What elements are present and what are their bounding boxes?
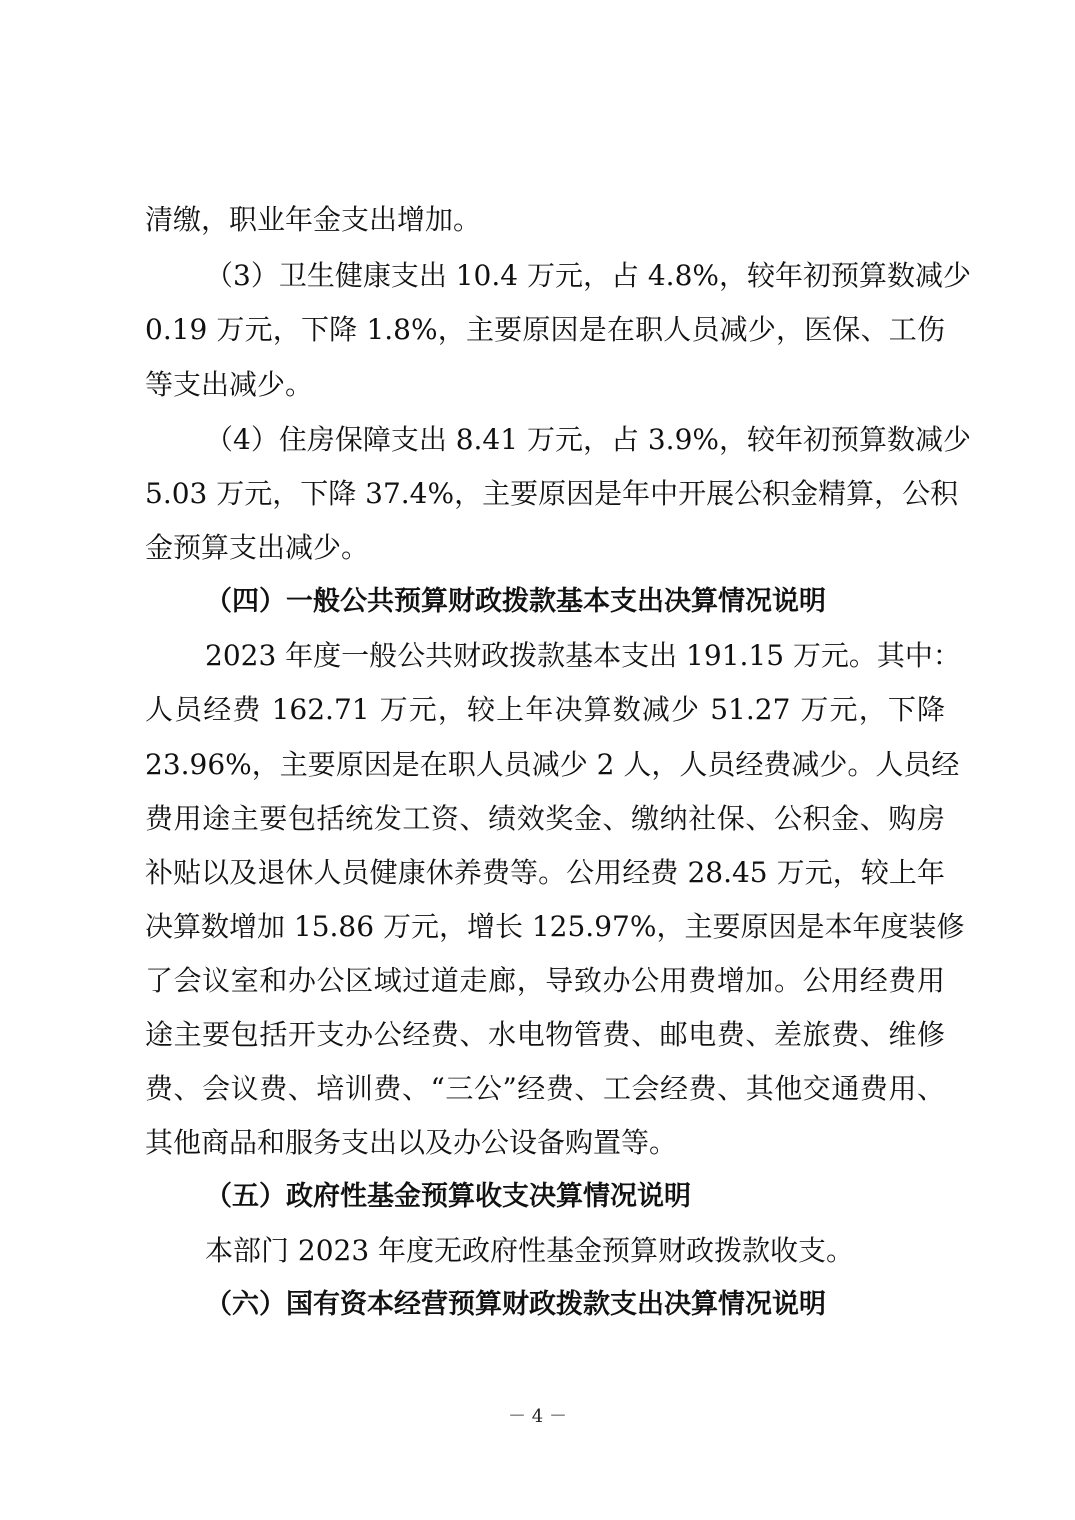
section-heading: （五）政府性基金预算收支决算情况说明 (205, 1181, 691, 1212)
body-text-line: 清缴，职业年金支出增加。 (145, 203, 482, 236)
body-text-line: 途主要包括开支办公经费、水电物管费、邮电费、差旅费、维修 (145, 1018, 945, 1051)
body-text-line: 等支出减少。 (145, 368, 314, 401)
body-text-line: 决算数增加 15.86 万元，增长 125.97%，主要原因是本年度装修 (145, 910, 965, 943)
section-heading: （四）一般公共预算财政拨款基本支出决算情况说明 (205, 586, 826, 617)
body-text-line: （4）住房保障支出 8.41 万元，占 3.9%，较年初预算数减少 (205, 423, 971, 456)
section-heading: （六）国有资本经营预算财政拨款支出决算情况说明 (205, 1289, 826, 1320)
body-text-line: 其他商品和服务支出以及办公设备购置等。 (145, 1126, 678, 1159)
body-text-line: 2023 年度一般公共财政拨款基本支出 191.15 万元。其中： (205, 639, 961, 672)
body-text-line: 人员经费 162.71 万元，较上年决算数减少 51.27 万元，下降 (145, 693, 945, 726)
page-number: － 4 － (508, 1406, 567, 1427)
body-text-line: 金预算支出减少。 (145, 531, 370, 564)
body-text-line: 0.19 万元，下降 1.8%，主要原因是在职人员减少，医保、工伤 (145, 313, 945, 346)
body-text-line: 补贴以及退休人员健康休养费等。公用经费 28.45 万元，较上年 (145, 856, 945, 889)
body-text-line: 费用途主要包括统发工资、绩效奖金、缴纳社保、公积金、购房 (145, 802, 945, 835)
body-text-line: （3）卫生健康支出 10.4 万元，占 4.8%，较年初预算数减少 (205, 259, 971, 292)
body-text-line: 5.03 万元，下降 37.4%，主要原因是年中开展公积金精算，公积 (145, 477, 959, 510)
body-text-line: 了会议室和办公区域过道走廊，导致办公用费增加。公用经费用 (145, 964, 945, 997)
body-text-line: 费、会议费、培训费、“三公”经费、工会经费、其他交通费用、 (145, 1072, 945, 1105)
body-text-line: 本部门 2023 年度无政府性基金预算财政拨款收支。 (205, 1234, 855, 1267)
body-text-line: 23.96%，主要原因是在职人员减少 2 人，人员经费减少。人员经 (145, 748, 960, 781)
